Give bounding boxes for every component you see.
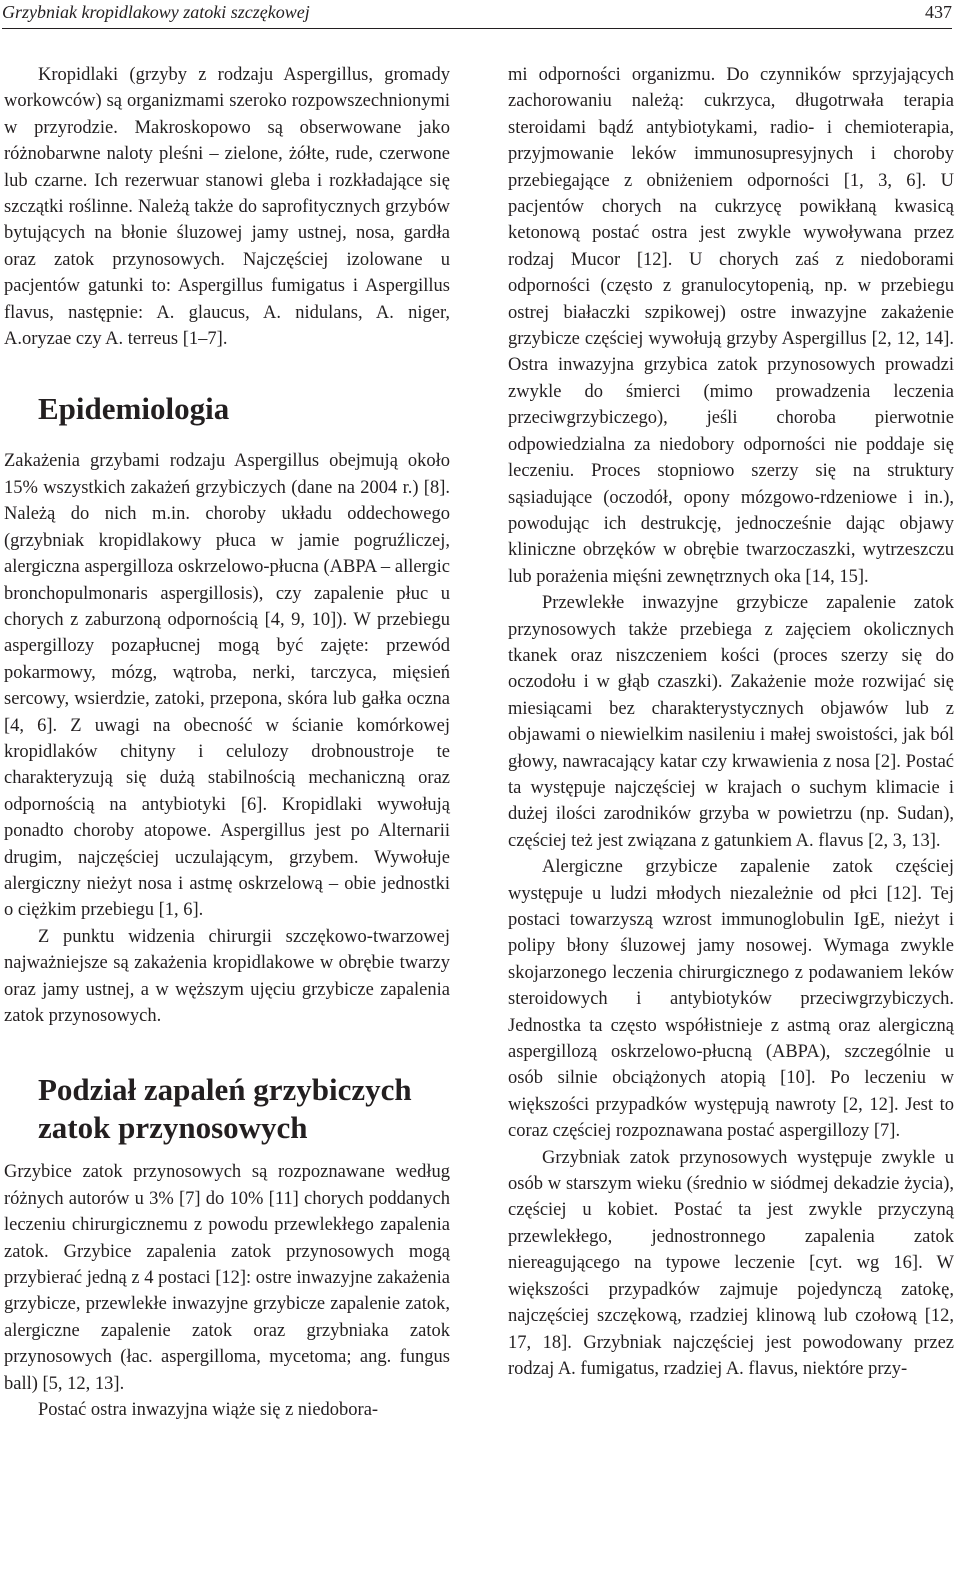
classification-paragraph-1: Grzybice zatok przynosowych są rozpoznawane według różnych autorów u 3% [7] do 10% [11] chorych poddanych leczeniu chirurgicznemu z powodu przewlekłego zapalenia zatok. Grzybice zapalenia zatok przynosowych mogą przybierać jedną z 4 postaci [12]: ostre inwazyjne zakażenia grzybicze, przewlekłe inwazyjne grzybicze zapalenie zatok, alergiczne zapalenie zatok oraz grzybniaka zatok przynosowych (łac. aspergilloma, mycetoma; ang. fungus ball) [5, 12, 13]. — [4, 1162, 450, 1394]
left-column — [4, 62, 450, 1423]
page-number: 437 — [925, 2, 952, 22]
continuation-paragraph: mi odporności organizmu. Do czynników sprzyjających zachorowaniu należą: cukrzyca, długotrwała terapia steroidami bądź antybiotykami, radio- i chemioterapia, przyjmowanie leków immunosupresyjnych i choroby przebiegające z obniżeniem odporności [1, 3, 6]. U pacjentów chorych na cukrzycę powikłaną kwasicą ketonową postać ostra jest zwykle wywoływana przez rodzaj Mucor [12]. U chorych zaś z niedoborami odporności (często z granulocytopenią, np. w przebiegu ostrej białaczki szpikowej) ostre inwazyjne zakażenie grzybicze częściej wywołują grzyby Aspergillus [2, 12, 14]. Ostra inwazyjna grzybica zatok przynosowych prowadzi zwykle do śmierci (mimo prowadzenia leczenia przeciwgrzybiczego), jeśli choroba pierwotnie odpowiedzialna za niedobory odporności nie poddaje się leczeniu. Proces stopniowo szerzy się na struktury sąsiadujące (oczodół, opony mózgowo-rdzeniowe i in.), powodując ich destrukcję, jednocześnie dając objawy kliniczne obrzęków w obrębie twarzoczaszki, wytrzeszczu lub porażenia mięśni zewnętrznych oka [14, 15]. — [508, 65, 954, 587]
allergic-paragraph: Alergiczne grzybicze zapalenie zatok częściej występuje u ludzi młodych niezależnie od płci [12]. Tej postaci towarzyszą wzrost immunoglobulin IgE, nieżyt i polipy błony śluzowej jamy nosowej. Wymaga zwykle skojarzonego leczenia chirurgicznego z podawaniem leków steroidowych i antybiotyków przeciwgrzybiczych. Jednostka ta często współistnieje z astmą oraz alergiczną aspergillozą oskrzelowo-płucną (ABPA), szczególnie u osób silnie obciążonych atopią [10]. Po leczeniu w większości przypadków występują nawroty [2, 12]. Jest to coraz częściej rozpoznawana postać aspergillozy [7]. — [508, 857, 954, 1142]
section-heading-classification: Podział zapaleń grzybiczych zatok przynosowych — [38, 1072, 412, 1146]
running-header — [2, 0, 952, 29]
classification-paragraph-2: Postać ostra inwazyjna wiąże się z niedobora- — [38, 1400, 379, 1421]
chronic-invasive-paragraph: Przewlekłe inwazyjne grzybicze zapalenie zatok przynosowych także przebiega z zajęciem okolicznych tkanek oraz niszczeniem kości (proces szerzy się do oczodołu i w głąb czaszki). Zakażenie może rozwijać się miesiącami bez charakterystycznych objawów lub z objawami o niewielkim nasileniu i małej swoistości, jak ból głowy, nawracający katar czy krwawienia z nosa [2]. Postać ta występuje najczęściej w krajach o suchym klimacie i dużej ilości zarodników grzyba w powietrzu (np. Sudan), częściej też jest związana z gatunkiem A. flavus [2, 3, 13]. — [508, 593, 954, 851]
intro-paragraph: Kropidlaki (grzyby z rodzaju Aspergillus, gromady workowców) są organizmami szeroko rozpowszechnionymi w przyrodzie. Makroskopowo są obserwowane jako różnobarwne naloty pleśni – zielone, żółte, rude, czerwone lub czarne. Ich rezerwuar stanowi gleba i rozkładające się szczątki roślinne. Należą także do saprofitycznych grzybów bytujących na błonie śluzowej jamy ustnej, nosa, gardła oraz zatok przynosowych. Najczęściej izolowane u pacjentów gatunki to: Aspergillus fumigatus i Aspergillus flavus, następnie: A. glaucus, A. nidulans, A. niger, A.oryzae czy A. terreus [1–7]. — [4, 65, 450, 350]
fungus-ball-paragraph: Grzybniak zatok przynosowych występuje zwykle u osób w starszym wieku (średnio w siódmej dekadzie życia), częściej u kobiet. Postać ta jest zwykle przyczyną przewlekłego, jednostronnego zapalenia zatok niereagującego na typowe leczenie [cyt. wg 16]. W większości przypadków zajmuje pojedynczą zatokę, najczęściej szczękową, rzadziej klinową lub czołową [12, 17, 18]. Grzybniak najczęściej jest powodowany przez rodzaj A. fumigatus, rzadziej A. flavus, niektóre przy- — [508, 1147, 954, 1379]
running-title: Grzybniak kropidlakowy zatoki szczękowej — [2, 2, 310, 22]
right-column — [508, 62, 954, 1382]
section-heading-epidemiology: Epidemiologia — [38, 391, 230, 427]
epidemiology-paragraph-1: Zakażenia grzybami rodzaju Aspergillus obejmują około 15% wszystkich zakażeń grzybiczych (dane na 2004 r.) [8]. Należą do nich m.in. choroby układu oddechowego (grzybniak kropidlakowy płuca w jamie pogruźliczej, alergiczna aspergilloza oskrzelowo-płucna (ABPA – allergic bronchopulmonaris aspergillosis), czy zapalenie płuc u chorych z zaburzoną odpornością [4, 9, 10]). W przebiegu aspergillozy pozapłucnej mogą być zajęte: przewód pokarmowy, mózg, wątroba, nerki, tarczyca, mięsień sercowy, wsierdzie, zatoki, przepona, skóra lub gałka oczna [4, 6]. Z uwagi na obecność w ścianie komórkowej kropidlaków chityny i celulozy drobnoustroje te charakteryzują się dużą stabilnością mechaniczną oraz odpornością na antybiotyki [6]. Kropidlaki wywołują ponadto choroby atopowe. Aspergillus jest po Alternarii drugim, najczęściej uczulającym, grzybem. Wywołuje alergiczny nieżyt nosa i astmę oskrzelową – obie jednostki o ciężkim przebiegu [1, 6]. — [4, 451, 450, 921]
epidemiology-paragraph-2: Z punktu widzenia chirurgii szczękowo-twarzowej najważniejsze są zakażenia kropidlakowe w obrębie twarzy oraz jamy ustnej, a w węższym ujęciu grzybicze zapalenia zatok przynosowych. — [4, 926, 450, 1026]
